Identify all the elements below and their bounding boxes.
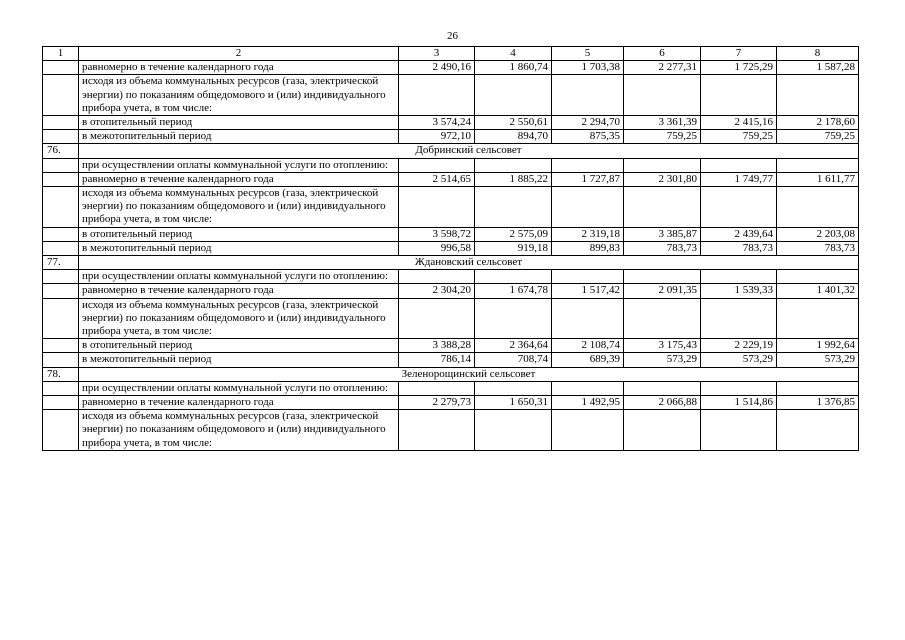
row-number (43, 75, 79, 116)
value-cell (399, 270, 475, 284)
value-cell: 1 492,95 (552, 396, 624, 410)
value-cell (475, 298, 552, 339)
table-row (43, 227, 859, 241)
table-row (43, 172, 859, 186)
value-cell (777, 187, 859, 228)
value-cell: 2 277,31 (624, 61, 701, 75)
row-label: в межотопительный период (79, 241, 399, 255)
table-row (43, 187, 859, 228)
table-row (43, 61, 859, 75)
row-label: равномерно в течение календарного года (79, 284, 399, 298)
value-cell: 2 439,64 (701, 227, 777, 241)
value-cell (624, 298, 701, 339)
row-number (43, 241, 79, 255)
value-cell: 2 203,08 (777, 227, 859, 241)
value-cell: 2 550,61 (475, 116, 552, 130)
table-row (43, 298, 859, 339)
section-row (43, 256, 859, 270)
column-number: 5 (552, 47, 624, 61)
value-cell (624, 158, 701, 172)
row-number (43, 410, 79, 451)
value-cell (777, 298, 859, 339)
value-cell (399, 75, 475, 116)
row-number (43, 353, 79, 367)
column-number: 3 (399, 47, 475, 61)
page-number: 26 (447, 30, 458, 42)
value-cell: 708,74 (475, 353, 552, 367)
value-cell: 875,35 (552, 130, 624, 144)
row-number (43, 61, 79, 75)
row-label: исходя из объема коммунальных ресурсов (газа, электрической энергии) по показаниям общедомового и (или) индивидуального прибора учета, в том числе: (79, 410, 399, 451)
row-label: исходя из объема коммунальных ресурсов (газа, электрической энергии) по показаниям общедомового и (или) индивидуального прибора учета, в том числе: (79, 187, 399, 228)
value-cell: 3 388,28 (399, 339, 475, 353)
value-cell (701, 381, 777, 395)
value-cell: 2 364,64 (475, 339, 552, 353)
value-cell: 1 860,74 (475, 61, 552, 75)
value-cell: 2 575,09 (475, 227, 552, 241)
value-cell: 783,73 (624, 241, 701, 255)
value-cell (399, 158, 475, 172)
row-number (43, 172, 79, 186)
value-cell: 3 361,39 (624, 116, 701, 130)
column-number-row (43, 47, 859, 61)
value-cell (624, 270, 701, 284)
row-number (43, 298, 79, 339)
value-cell: 759,25 (777, 130, 859, 144)
value-cell (624, 381, 701, 395)
value-cell: 1 376,85 (777, 396, 859, 410)
table-row (43, 270, 859, 284)
table-row (43, 241, 859, 255)
value-cell: 1 587,28 (777, 61, 859, 75)
value-cell: 2 294,70 (552, 116, 624, 130)
row-label: при осуществлении оплаты коммунальной услуги по отоплению: (79, 158, 399, 172)
value-cell: 783,73 (701, 241, 777, 255)
row-label: исходя из объема коммунальных ресурсов (газа, электрической энергии) по показаниям общедомового и (или) индивидуального прибора учета, в том числе: (79, 298, 399, 339)
table-row (43, 410, 859, 451)
value-cell: 573,29 (701, 353, 777, 367)
value-cell: 1 885,22 (475, 172, 552, 186)
value-cell (701, 187, 777, 228)
value-cell (701, 298, 777, 339)
value-cell: 759,25 (624, 130, 701, 144)
value-cell (552, 158, 624, 172)
value-cell (475, 410, 552, 451)
value-cell (475, 75, 552, 116)
row-number (43, 116, 79, 130)
value-cell: 894,70 (475, 130, 552, 144)
section-number: 76. (43, 144, 79, 158)
value-cell: 3 574,24 (399, 116, 475, 130)
row-number (43, 396, 79, 410)
value-cell (624, 410, 701, 451)
value-cell: 3 598,72 (399, 227, 475, 241)
row-number (43, 381, 79, 395)
row-label: равномерно в течение календарного года (79, 396, 399, 410)
tariff-table (42, 46, 859, 451)
table-row (43, 116, 859, 130)
row-number (43, 227, 79, 241)
value-cell (552, 298, 624, 339)
section-number: 77. (43, 256, 79, 270)
table-row (43, 284, 859, 298)
table-row (43, 396, 859, 410)
value-cell: 2 229,19 (701, 339, 777, 353)
column-number: 7 (701, 47, 777, 61)
value-cell: 786,14 (399, 353, 475, 367)
value-cell: 996,58 (399, 241, 475, 255)
value-cell (624, 187, 701, 228)
value-cell: 2 319,18 (552, 227, 624, 241)
value-cell: 2 304,20 (399, 284, 475, 298)
value-cell: 1 992,64 (777, 339, 859, 353)
value-cell: 1 727,87 (552, 172, 624, 186)
value-cell (777, 270, 859, 284)
value-cell: 2 514,65 (399, 172, 475, 186)
value-cell: 1 514,86 (701, 396, 777, 410)
value-cell: 1 749,77 (701, 172, 777, 186)
value-cell: 3 385,87 (624, 227, 701, 241)
value-cell (399, 410, 475, 451)
column-number: 2 (79, 47, 399, 61)
value-cell: 2 301,80 (624, 172, 701, 186)
section-row (43, 367, 859, 381)
row-label: в межотопительный период (79, 130, 399, 144)
section-title: Зеленорощинский сельсовет (79, 367, 859, 381)
value-cell: 1 725,29 (701, 61, 777, 75)
column-number: 6 (624, 47, 701, 61)
table-row (43, 381, 859, 395)
value-cell: 1 650,31 (475, 396, 552, 410)
section-number: 78. (43, 367, 79, 381)
value-cell: 2 415,16 (701, 116, 777, 130)
column-number: 4 (475, 47, 552, 61)
value-cell: 783,73 (777, 241, 859, 255)
value-cell (777, 381, 859, 395)
value-cell: 573,29 (777, 353, 859, 367)
value-cell (475, 158, 552, 172)
table-body (43, 47, 859, 451)
section-title: Ждановский сельсовет (79, 256, 859, 270)
value-cell (777, 410, 859, 451)
table-row (43, 158, 859, 172)
row-label: при осуществлении оплаты коммунальной услуги по отоплению: (79, 381, 399, 395)
value-cell: 2 490,16 (399, 61, 475, 75)
value-cell: 3 175,43 (624, 339, 701, 353)
table-row (43, 353, 859, 367)
row-label: в межотопительный период (79, 353, 399, 367)
value-cell (624, 75, 701, 116)
value-cell: 2 178,60 (777, 116, 859, 130)
row-label: в отопительный период (79, 116, 399, 130)
value-cell (701, 410, 777, 451)
value-cell: 2 066,88 (624, 396, 701, 410)
section-row (43, 144, 859, 158)
value-cell: 1 517,42 (552, 284, 624, 298)
value-cell (552, 75, 624, 116)
value-cell (701, 75, 777, 116)
section-title: Добринский сельсовет (79, 144, 859, 158)
row-number (43, 270, 79, 284)
value-cell (399, 381, 475, 395)
value-cell (701, 270, 777, 284)
value-cell: 2 108,74 (552, 339, 624, 353)
row-number (43, 284, 79, 298)
value-cell: 899,83 (552, 241, 624, 255)
value-cell (777, 75, 859, 116)
value-cell (701, 158, 777, 172)
value-cell (399, 187, 475, 228)
value-cell: 2 091,35 (624, 284, 701, 298)
row-number (43, 130, 79, 144)
value-cell: 1 674,78 (475, 284, 552, 298)
row-number (43, 339, 79, 353)
value-cell: 759,25 (701, 130, 777, 144)
value-cell: 1 539,33 (701, 284, 777, 298)
table-row (43, 339, 859, 353)
table-row (43, 75, 859, 116)
value-cell (552, 381, 624, 395)
value-cell: 1 611,77 (777, 172, 859, 186)
row-label: в отопительный период (79, 227, 399, 241)
value-cell (552, 410, 624, 451)
value-cell (475, 270, 552, 284)
value-cell: 573,29 (624, 353, 701, 367)
column-number: 8 (777, 47, 859, 61)
row-label: исходя из объема коммунальных ресурсов (газа, электрической энергии) по показаниям общедомового и (или) индивидуального прибора учета, в том числе: (79, 75, 399, 116)
table-row (43, 130, 859, 144)
value-cell (475, 381, 552, 395)
value-cell (552, 187, 624, 228)
row-label: при осуществлении оплаты коммунальной услуги по отоплению: (79, 270, 399, 284)
row-label: в отопительный период (79, 339, 399, 353)
row-number (43, 158, 79, 172)
row-label: равномерно в течение календарного года (79, 172, 399, 186)
value-cell (475, 187, 552, 228)
value-cell: 1 401,32 (777, 284, 859, 298)
value-cell (399, 298, 475, 339)
value-cell (777, 158, 859, 172)
value-cell: 2 279,73 (399, 396, 475, 410)
value-cell (552, 270, 624, 284)
value-cell: 972,10 (399, 130, 475, 144)
value-cell: 919,18 (475, 241, 552, 255)
value-cell: 689,39 (552, 353, 624, 367)
value-cell: 1 703,38 (552, 61, 624, 75)
row-number (43, 187, 79, 228)
column-number: 1 (43, 47, 79, 61)
row-label: равномерно в течение календарного года (79, 61, 399, 75)
